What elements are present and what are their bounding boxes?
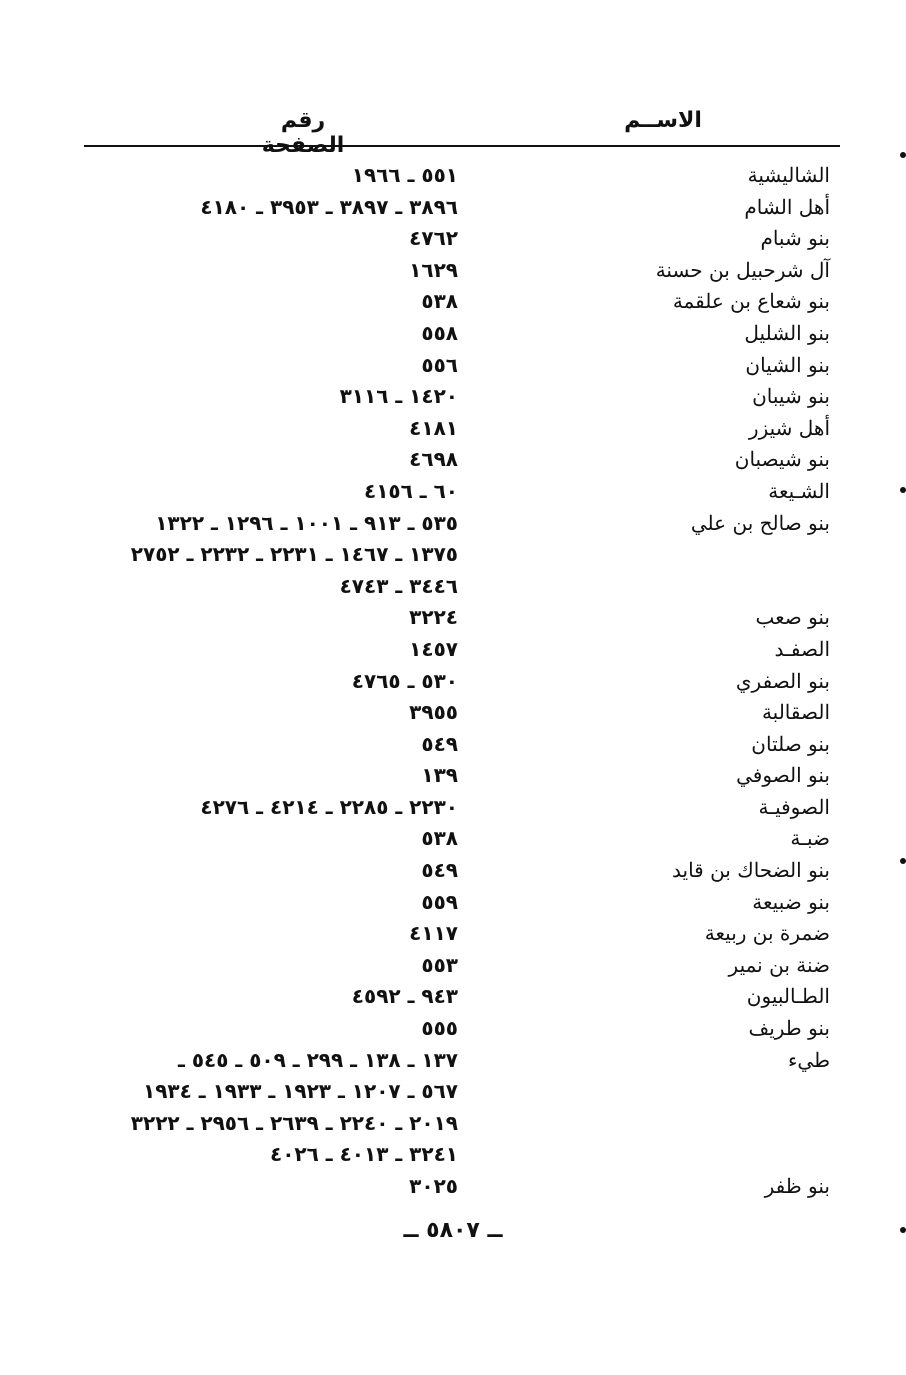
entry-name: بنو شعاع بن علقمة	[672, 289, 830, 314]
index-row	[0, 666, 906, 698]
index-row	[0, 286, 906, 318]
entry-pages: ٥٥١ ـ ١٩٦٦	[351, 163, 458, 187]
entry-pages: ٥٥٩	[421, 889, 458, 914]
entry-pages: ٤١٨١	[409, 415, 458, 440]
index-row	[0, 697, 906, 729]
index-row	[0, 476, 906, 508]
entry-name: بنو شيصبان	[734, 447, 830, 472]
margin-mark	[900, 1227, 906, 1233]
entry-pages: ٥٣٨	[421, 826, 458, 851]
margin-mark	[900, 152, 906, 158]
header-divider	[84, 145, 840, 147]
entry-pages: ٥٥٦	[421, 352, 458, 377]
entry-pages: ١٣٩	[421, 763, 458, 788]
index-row	[0, 1013, 906, 1045]
index-row	[0, 918, 906, 950]
entry-name: ضنة بن نمير	[728, 952, 830, 977]
entry-name: بنو الشيان	[745, 352, 830, 377]
index-row	[0, 508, 906, 540]
index-row	[0, 887, 906, 919]
entry-pages: ٥٥٥	[421, 1016, 458, 1041]
index-row	[0, 160, 906, 192]
entry-pages: ٣٤٤٦ ـ ٤٧٤٣	[339, 573, 458, 598]
entry-name: بنو الشليل	[744, 320, 830, 345]
entry-pages: ٣٢٢٤	[409, 605, 458, 630]
index-table	[0, 160, 906, 1203]
page-number: ــ ٥٨٠٧ ــ	[403, 1218, 503, 1243]
index-row	[0, 255, 906, 287]
index-row	[0, 381, 906, 413]
entry-name: الطـالبيون	[746, 984, 830, 1009]
index-row	[0, 950, 906, 982]
entry-pages: ٥٥٣	[421, 952, 458, 977]
entry-pages: ٥٤٩	[421, 858, 458, 883]
index-row	[0, 855, 906, 887]
index-row	[0, 760, 906, 792]
margin-mark	[900, 858, 906, 864]
entry-name: طيء	[788, 1047, 830, 1072]
entry-pages: ٦٠ ـ ٤١٥٦	[363, 478, 458, 503]
index-row	[0, 634, 906, 666]
name-column-header: الاســم	[624, 108, 702, 133]
entry-name: بنو الضحاك بن قايد	[672, 858, 830, 883]
index-row	[0, 192, 906, 224]
index-row	[0, 1108, 906, 1140]
entry-name: بنو شبام	[760, 226, 830, 251]
entry-name: ضبـة	[790, 826, 830, 851]
index-row	[0, 792, 906, 824]
entry-name: ضمرة بن ربيعة	[704, 921, 830, 946]
index-row	[0, 1045, 906, 1077]
entry-pages: ٣٠٢٥	[409, 1174, 458, 1198]
entry-pages: ٥٥٨	[421, 320, 458, 345]
entry-pages: ٣٢٤١ ـ ٤٠١٣ ـ ٤٠٢٦	[269, 1142, 458, 1167]
entry-pages: ١٣٧٥ ـ ١٤٦٧ ـ ٢٢٣١ ـ ٢٢٣٢ ـ ٢٧٥٢	[130, 542, 458, 567]
entry-name: بنو صلتان	[751, 731, 830, 756]
index-row	[0, 1171, 906, 1203]
index-row	[0, 729, 906, 761]
entry-pages: ١٤٥٧	[409, 636, 458, 661]
entry-pages: ٢٢٣٠ ـ ٢٢٨٥ ـ ٤٢١٤ ـ ٤٢٧٦	[200, 794, 458, 819]
entry-name: الصوفيـة	[758, 794, 830, 819]
index-row	[0, 223, 906, 255]
entry-pages: ٤١١٧	[409, 921, 458, 946]
index-row	[0, 318, 906, 350]
entry-name: أهل الشام	[744, 194, 830, 219]
entry-name: بنو صالح بن علي	[690, 510, 830, 535]
entry-name: الصفـد	[774, 636, 830, 661]
index-row	[0, 350, 906, 382]
entry-pages: ٥٣٨	[421, 289, 458, 314]
entry-name: بنو الصفري	[735, 668, 830, 693]
entry-pages: ١٤٢٠ ـ ٣١١٦	[339, 384, 458, 409]
entry-name: بنو صعب	[755, 605, 830, 630]
entry-pages: ١٣٧ ـ ١٣٨ ـ ٢٩٩ ـ ٥٠٩ ـ ٥٤٥ ـ	[178, 1047, 458, 1072]
entry-name: بنو الصوفي	[736, 763, 830, 788]
entry-pages: ٤٦٩٨	[409, 447, 458, 472]
entry-pages: ٣٩٥٥	[409, 700, 458, 725]
index-row	[0, 571, 906, 603]
page-column-header: رقم الصفحة	[261, 108, 345, 158]
entry-pages: ٣٨٩٦ ـ ٣٨٩٧ ـ ٣٩٥٣ ـ ٤١٨٠	[200, 194, 458, 219]
margin-mark	[900, 487, 906, 493]
entry-pages: ٢٠١٩ ـ ٢٢٤٠ ـ ٢٦٣٩ ـ ٢٩٥٦ ـ ٣٢٢٢	[130, 1110, 458, 1135]
entry-pages: ٥٤٩	[421, 731, 458, 756]
entry-name: الشـيعة	[768, 478, 830, 503]
entry-name: أهل شيزر	[748, 415, 830, 440]
entry-name: الصقالبة	[761, 700, 830, 725]
entry-name: بنو ضبيعة	[752, 889, 830, 914]
entry-pages: ٥٣٠ ـ ٤٧٦٥	[351, 668, 458, 693]
entry-name: الشاليشية	[747, 163, 830, 187]
entry-pages: ٩٤٣ ـ ٤٥٩٢	[351, 984, 458, 1009]
entry-name: بنو شيبان	[752, 384, 830, 409]
entry-pages: ٥٦٧ ـ ١٢٠٧ ـ ١٩٢٣ ـ ١٩٣٣ ـ ١٩٣٤	[143, 1079, 458, 1104]
entry-name: بنو ظفر	[764, 1174, 830, 1198]
index-row	[0, 1139, 906, 1171]
entry-pages: ٥٣٥ ـ ٩١٣ ـ ١٠٠١ ـ ١٢٩٦ ـ ١٣٢٢	[155, 510, 458, 535]
index-row	[0, 602, 906, 634]
index-row	[0, 823, 906, 855]
index-row	[0, 444, 906, 476]
index-row	[0, 539, 906, 571]
entry-name: آل شرحبيل بن حسنة	[655, 257, 830, 282]
entry-pages: ٤٧٦٢	[409, 226, 458, 251]
index-row	[0, 981, 906, 1013]
index-row	[0, 1076, 906, 1108]
index-row	[0, 413, 906, 445]
entry-pages: ١٦٢٩	[409, 257, 458, 282]
entry-name: بنو طريف	[748, 1016, 830, 1041]
